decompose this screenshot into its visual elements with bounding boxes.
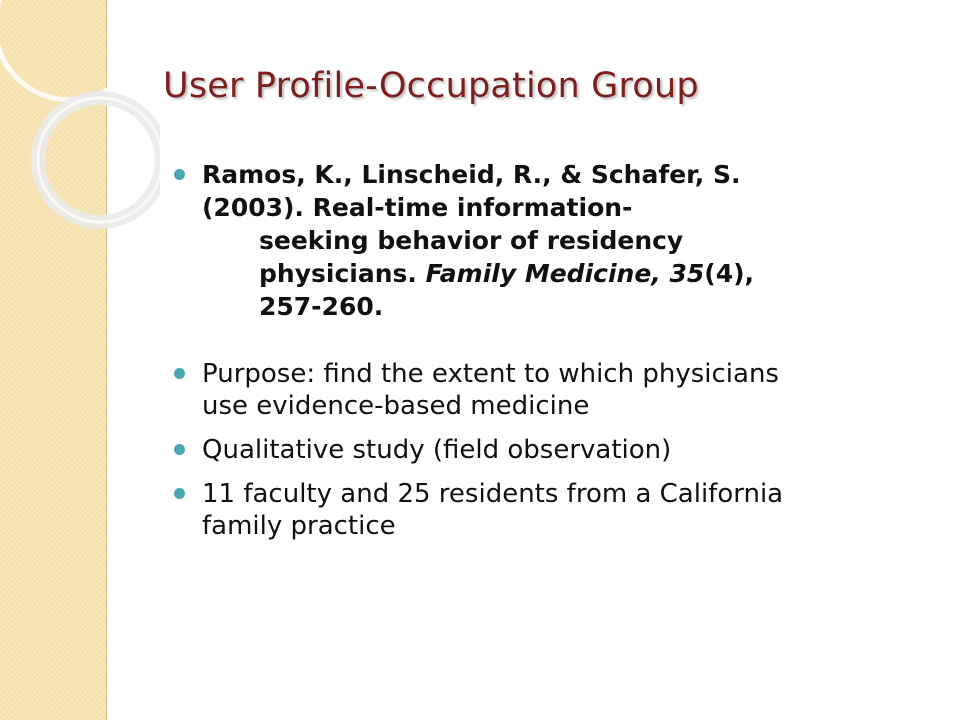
citation-title-end: physicians.: [259, 259, 426, 288]
bullet-text: use evidence-based medicine: [202, 391, 590, 421]
citation-title-end-line: [202, 257, 938, 290]
bullet-item-purpose: [168, 358, 938, 422]
citation-journal: Family Medicine, 35: [425, 259, 705, 288]
decorative-circles: [0, 0, 160, 260]
bullet-dot-icon: [174, 488, 185, 499]
citation-issue: (4),: [704, 259, 755, 288]
bullet-text: Qualitative study (field observation): [202, 435, 672, 465]
bullet-text: Purpose: find the extent to which physicians: [202, 359, 779, 389]
citation-pages: 257-260.: [259, 292, 384, 321]
citation-title-cont: seeking behavior of residency: [259, 226, 684, 255]
citation-authors: Ramos, K., Linscheid, R., & Schafer, S.: [202, 160, 741, 189]
slide-content: [168, 158, 938, 542]
bullet-text: 11 faculty and 25 residents from a California: [202, 479, 784, 509]
citation-year-title: (2003). Real-time information-: [202, 193, 633, 222]
bullet-dot-icon: [174, 169, 185, 180]
bullet-item-study-type: [168, 434, 938, 466]
bullet-dot-icon: [174, 444, 185, 455]
slide-title: User Profile-Occupation Group: [163, 66, 699, 106]
bullet-dot-icon: [174, 368, 185, 379]
bullet-item-participants: [168, 478, 938, 542]
bullet-text: family practice: [202, 511, 396, 541]
citation-item: [168, 158, 938, 323]
